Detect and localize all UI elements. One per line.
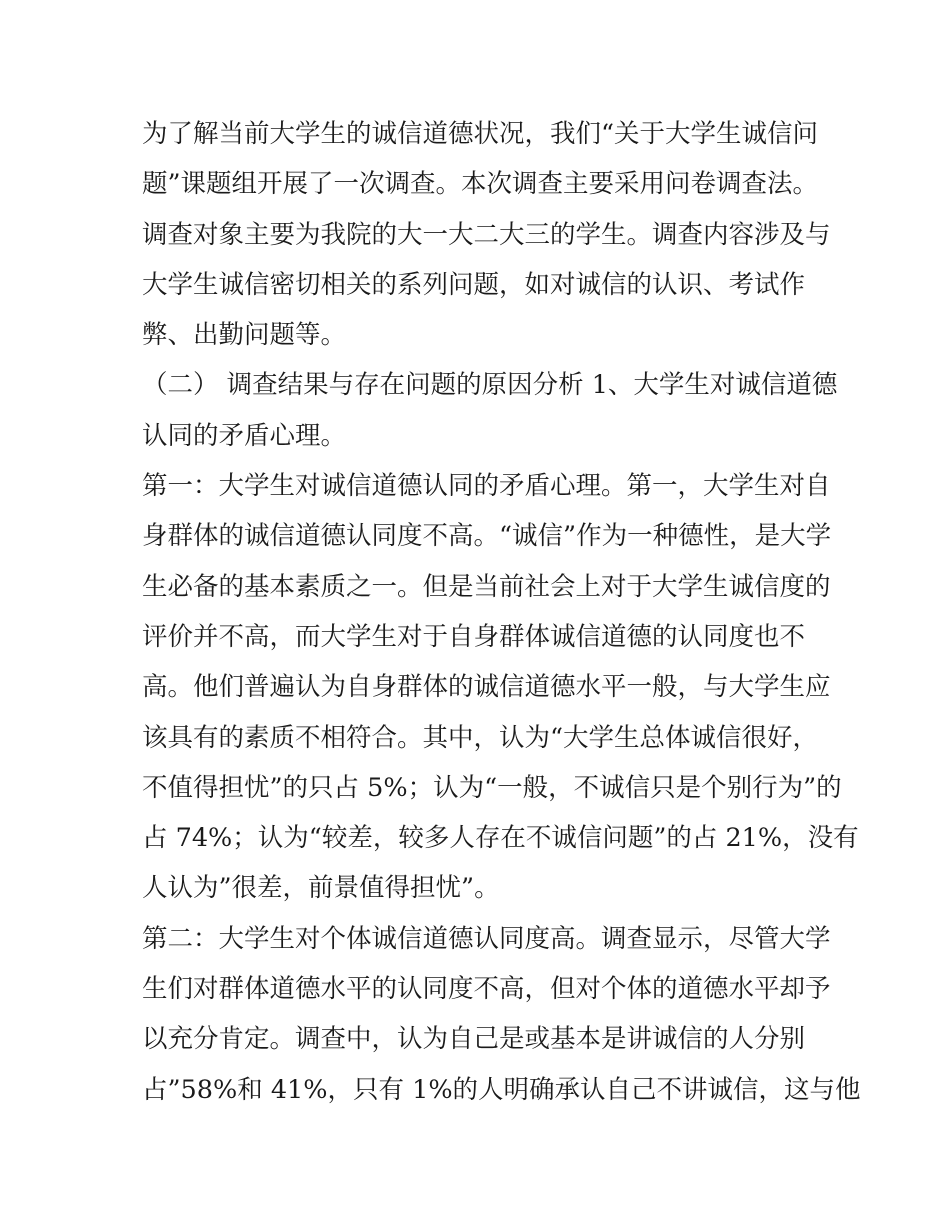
text-line: 评价并不高，而大学生对于自身群体诚信道德的认同度也不 [142, 621, 806, 652]
text-line: 人认为”很差，前景值得担忧”。 [142, 873, 500, 904]
text-line: 大学生诚信密切相关的系列问题，如对诚信的认识、考试作 [142, 269, 806, 300]
text-line: 该具有的素质不相符合。其中，认为“大学生总体诚信很好， [142, 722, 819, 753]
text-line: 生们对群体道德水平的认同度不高，但对个体的道德水平却予 [142, 974, 831, 1005]
text-line: 占 74%；认为“较差，较多人存在不诚信问题”的占 21%，没有 [142, 823, 859, 854]
text-line: 第二：大学生对个体诚信道德认同度高。调查显示，尽管大学 [142, 923, 831, 954]
text-line: 题”课题组开展了一次调查。本次调查主要采用问卷调查法。 [142, 169, 819, 200]
text-line: 高。他们普遍认为自身群体的诚信道德水平一般，与大学生应 [142, 672, 831, 703]
text-line: 不值得担忧”的只占 5%；认为“一般，不诚信只是个别行为”的 [142, 772, 842, 803]
text-line: 生必备的基本素质之一。但是当前社会上对于大学生诚信度的 [142, 571, 831, 602]
document-body [142, 109, 861, 1115]
text-line: 身群体的诚信道德认同度不高。“诚信”作为一种德性，是大学 [142, 521, 832, 552]
text-line: 以充分肯定。调查中，认为自己是或基本是讲诚信的人分别 [142, 1024, 806, 1055]
text-line: 为了解当前大学生的诚信道德状况，我们“关于大学生诚信问 [142, 119, 819, 149]
text-line: 弊、出勤问题等。 [142, 320, 347, 351]
text-line: 第一：大学生对诚信道德认同的矛盾心理。第一，大学生对自 [142, 471, 831, 502]
section-heading-line: 认同的矛盾心理。 [142, 420, 347, 451]
text-line: 占”58%和 41%，只有 1%的人明确承认自己不讲诚信，这与他 [142, 1074, 861, 1105]
section-heading-line: （二） 调查结果与存在问题的原因分析 1、大学生对诚信道德 [142, 370, 838, 401]
text-line: 调查对象主要为我院的大一大二大三的学生。调查内容涉及与 [142, 219, 831, 250]
